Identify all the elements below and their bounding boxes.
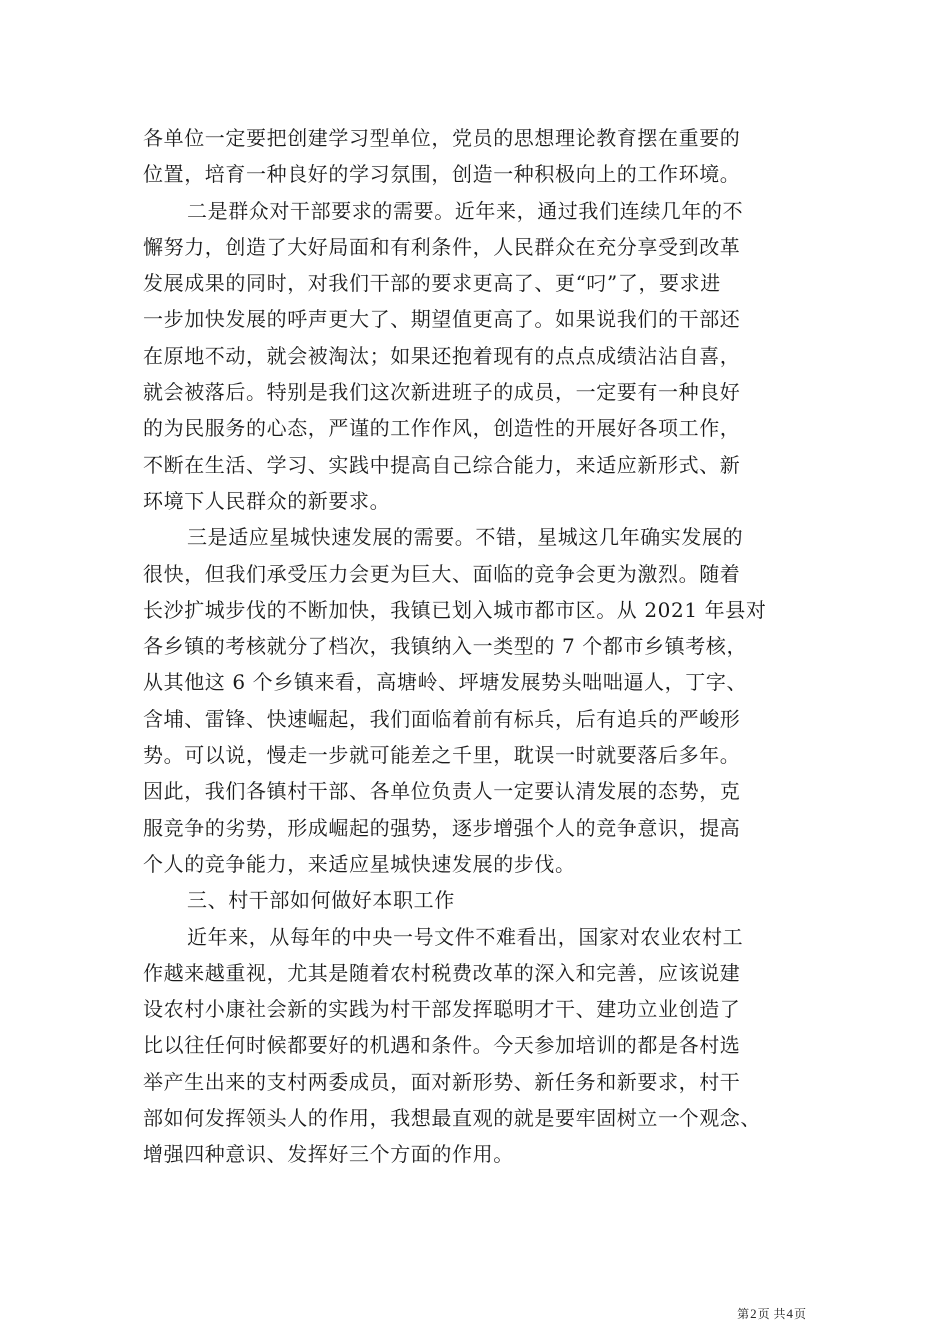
text-line: 长沙扩城步伐的不断加快，我镇已划入城市都市区。从 2021 年县对 — [143, 597, 767, 622]
page-number-middle: 页 共 — [757, 1307, 786, 1321]
text-line: 增强四种意识、发挥好三个方面的作用。 — [143, 1142, 514, 1167]
text-line: 的为民服务的心态，严谨的工作作风，创造性的开展好各项工作， — [143, 416, 741, 441]
text-line: 在原地不动，就会被淘汰；如果还抱着现有的点点成绩沾沾自喜， — [143, 343, 741, 368]
section-heading: 三、村干部如何做好本职工作 — [187, 888, 455, 913]
page-number — [737, 1306, 806, 1322]
text-line: 位置，培育一种良好的学习氛围，创造一种积极向上的工作环境。 — [143, 162, 741, 187]
text-line: 各乡镇的考核就分了档次，我镇纳入一类型的 7 个都市乡镇考核， — [143, 634, 748, 659]
text-line: 服竞争的劣势，形成崛起的强势，逐步增强个人的竞争意识，提高 — [143, 815, 741, 840]
text-line: 含埔、雷锋、快速崛起，我们面临着前有标兵，后有追兵的严峻形 — [143, 706, 741, 731]
text-line: 从其他这 6 个乡镇来看，高塘岭、坪塘发展势头咄咄逼人，丁字、 — [143, 670, 748, 695]
page-number-prefix: 第 — [737, 1307, 750, 1321]
text-line: 因此，我们各镇村干部、各单位负责人一定要认清发展的态势，克 — [143, 779, 741, 804]
text-line: 举产生出来的支村两委成员，面对新形势、新任务和新要求，村干 — [143, 1069, 741, 1094]
text-line: 个人的竞争能力，来适应星城快速发展的步伐。 — [143, 851, 576, 876]
text-line: 各单位一定要把创建学习型单位，党员的思想理论教育摆在重要的 — [143, 126, 741, 150]
text-line: 比以往任何时候都要好的机遇和条件。今天参加培训的都是各村选 — [143, 1033, 741, 1058]
text-line: 就会被落后。特别是我们这次新进班子的成员，一定要有一种良好 — [143, 380, 741, 405]
text-line: 部如何发挥领头人的作用，我想最直观的就是要牢固树立一个观念、 — [143, 1106, 761, 1131]
current-page-number: 2 — [750, 1306, 757, 1321]
text-line: 二是群众对干部要求的需要。近年来，通过我们连续几年的不 — [187, 198, 744, 223]
text-line: 很快，但我们承受压力会更为巨大、面临的竞争会更为激烈。随着 — [143, 561, 741, 586]
text-line: 一步加快发展的呼声更大了、期望值更高了。如果说我们的干部还 — [143, 307, 741, 332]
text-line: 懈努力，创造了大好局面和有利条件，人民群众在充分享受到改革 — [143, 234, 741, 259]
text-line: 设农村小康社会新的实践为村干部发挥聪明才干、建功立业创造了 — [143, 997, 741, 1022]
text-line: 近年来，从每年的中央一号文件不难看出，国家对农业农村工 — [187, 924, 744, 949]
text-line: 发展成果的同时，对我们干部的要求更高了、更“叼”了，要求进 — [143, 271, 721, 296]
text-line: 不断在生活、学习、实践中提高自己综合能力，来适应新形式、新 — [143, 452, 741, 477]
text-line: 环境下人民群众的新要求。 — [143, 488, 391, 513]
page-number-suffix: 页 — [793, 1307, 806, 1321]
text-line: 三是适应星城快速发展的需要。不错，星城这几年确实发展的 — [187, 525, 744, 550]
text-line: 作越来越重视，尤其是随着农村税费改革的深入和完善，应该说建 — [143, 960, 741, 985]
text-line: 势。可以说，慢走一步就可能差之千里，耽误一时就要落后多年。 — [143, 743, 741, 768]
body-text — [143, 120, 811, 1173]
total-page-number: 4 — [786, 1306, 793, 1321]
